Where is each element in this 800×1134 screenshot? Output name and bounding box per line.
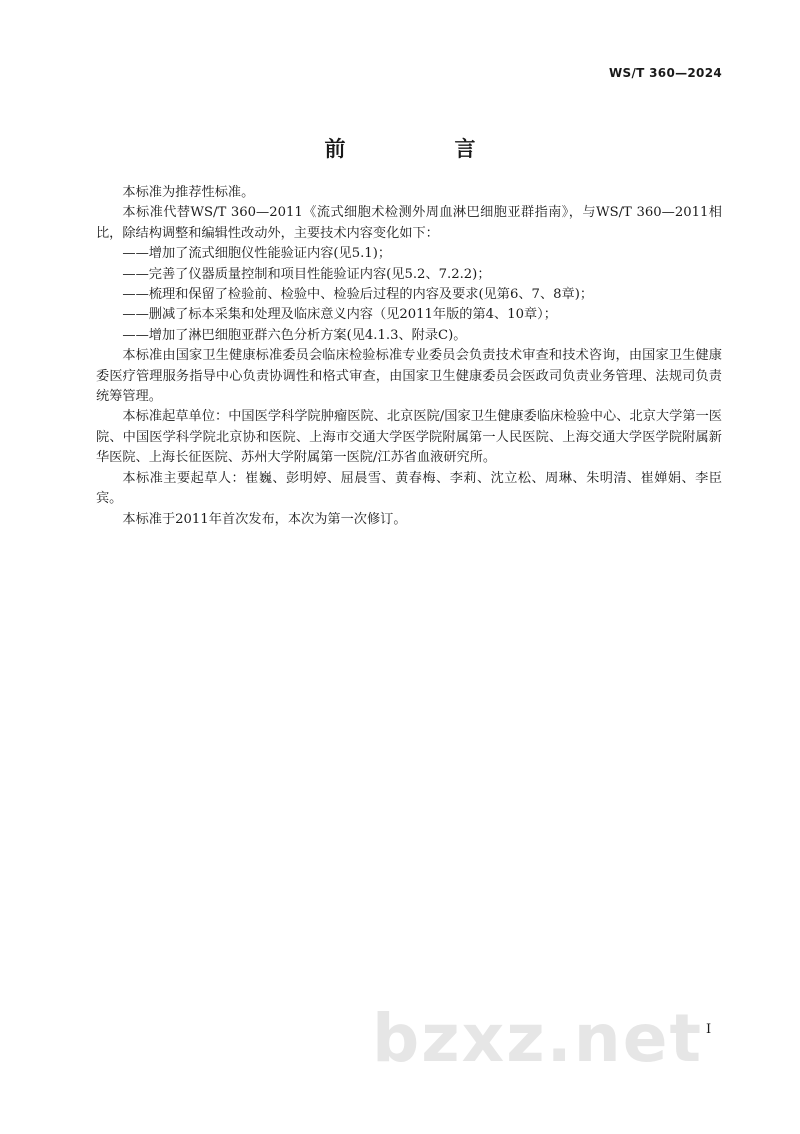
paragraph-status: 本标准为推荐性标准。: [122, 185, 255, 200]
paragraph-history: 本标准于2011年首次发布，本次为第一次修订。: [122, 511, 407, 527]
change-item: ——完善了仪器质量控制和项目性能验证内容(见5.2、7.2.2)；: [122, 266, 491, 282]
change-item: ——增加了流式细胞仪性能验证内容(见5.1)；: [122, 246, 392, 262]
standard-code: WS/T 360—2024: [609, 66, 722, 80]
change-item: ——删减了标本采集和处理及临床意义内容（见2011年版的第4、10章）；: [122, 307, 557, 323]
page-number: I: [706, 1022, 712, 1037]
watermark-text: bzxz.net: [372, 1000, 704, 1077]
page-title: 前 言: [324, 137, 520, 161]
paragraph-committee: 本标准由国家卫生健康标准委员会临床检验标准专业委员会负责技术审查和技术咨询，由国家卫生健康委医疗管理服务指导中心负责协调性和格式审查，由国家卫生健康委员会医政司负责业务管理、法规司负责统筹管理。: [96, 348, 722, 405]
change-item: ——梳理和保留了检验前、检验中、检验后过程的内容及要求(见第6、7、8章)；: [122, 287, 594, 303]
change-item: ——增加了淋巴细胞亚群六色分析方案(见4.1.3、附录C)。: [122, 327, 467, 343]
foreword-body: [96, 183, 722, 530]
paragraph-drafters: 本标准主要起草人：崔巍、彭明婷、屈晨雪、黄春梅、李莉、沈立松、周琳、朱明清、崔婵娟、李臣宾。: [96, 470, 722, 507]
paragraph-replacement: 本标准代替WS/T 360—2011《流式细胞术检测外周血淋巴细胞亚群指南》，与WS/T 360—2011相比，除结构调整和编辑性改动外，主要技术内容变化如下：: [96, 205, 722, 241]
paragraph-drafting-units: 本标准起草单位：中国医学科学院肿瘤医院、北京医院/国家卫生健康委临床检验中心、北京大学第一医院、中国医学科学院北京协和医院、上海市交通大学医学院附属第一人民医院、上海交通大学医学院附属新华医院、上海长征医院、苏州大学附属第一医院/江苏省血液研究所。: [96, 409, 722, 466]
